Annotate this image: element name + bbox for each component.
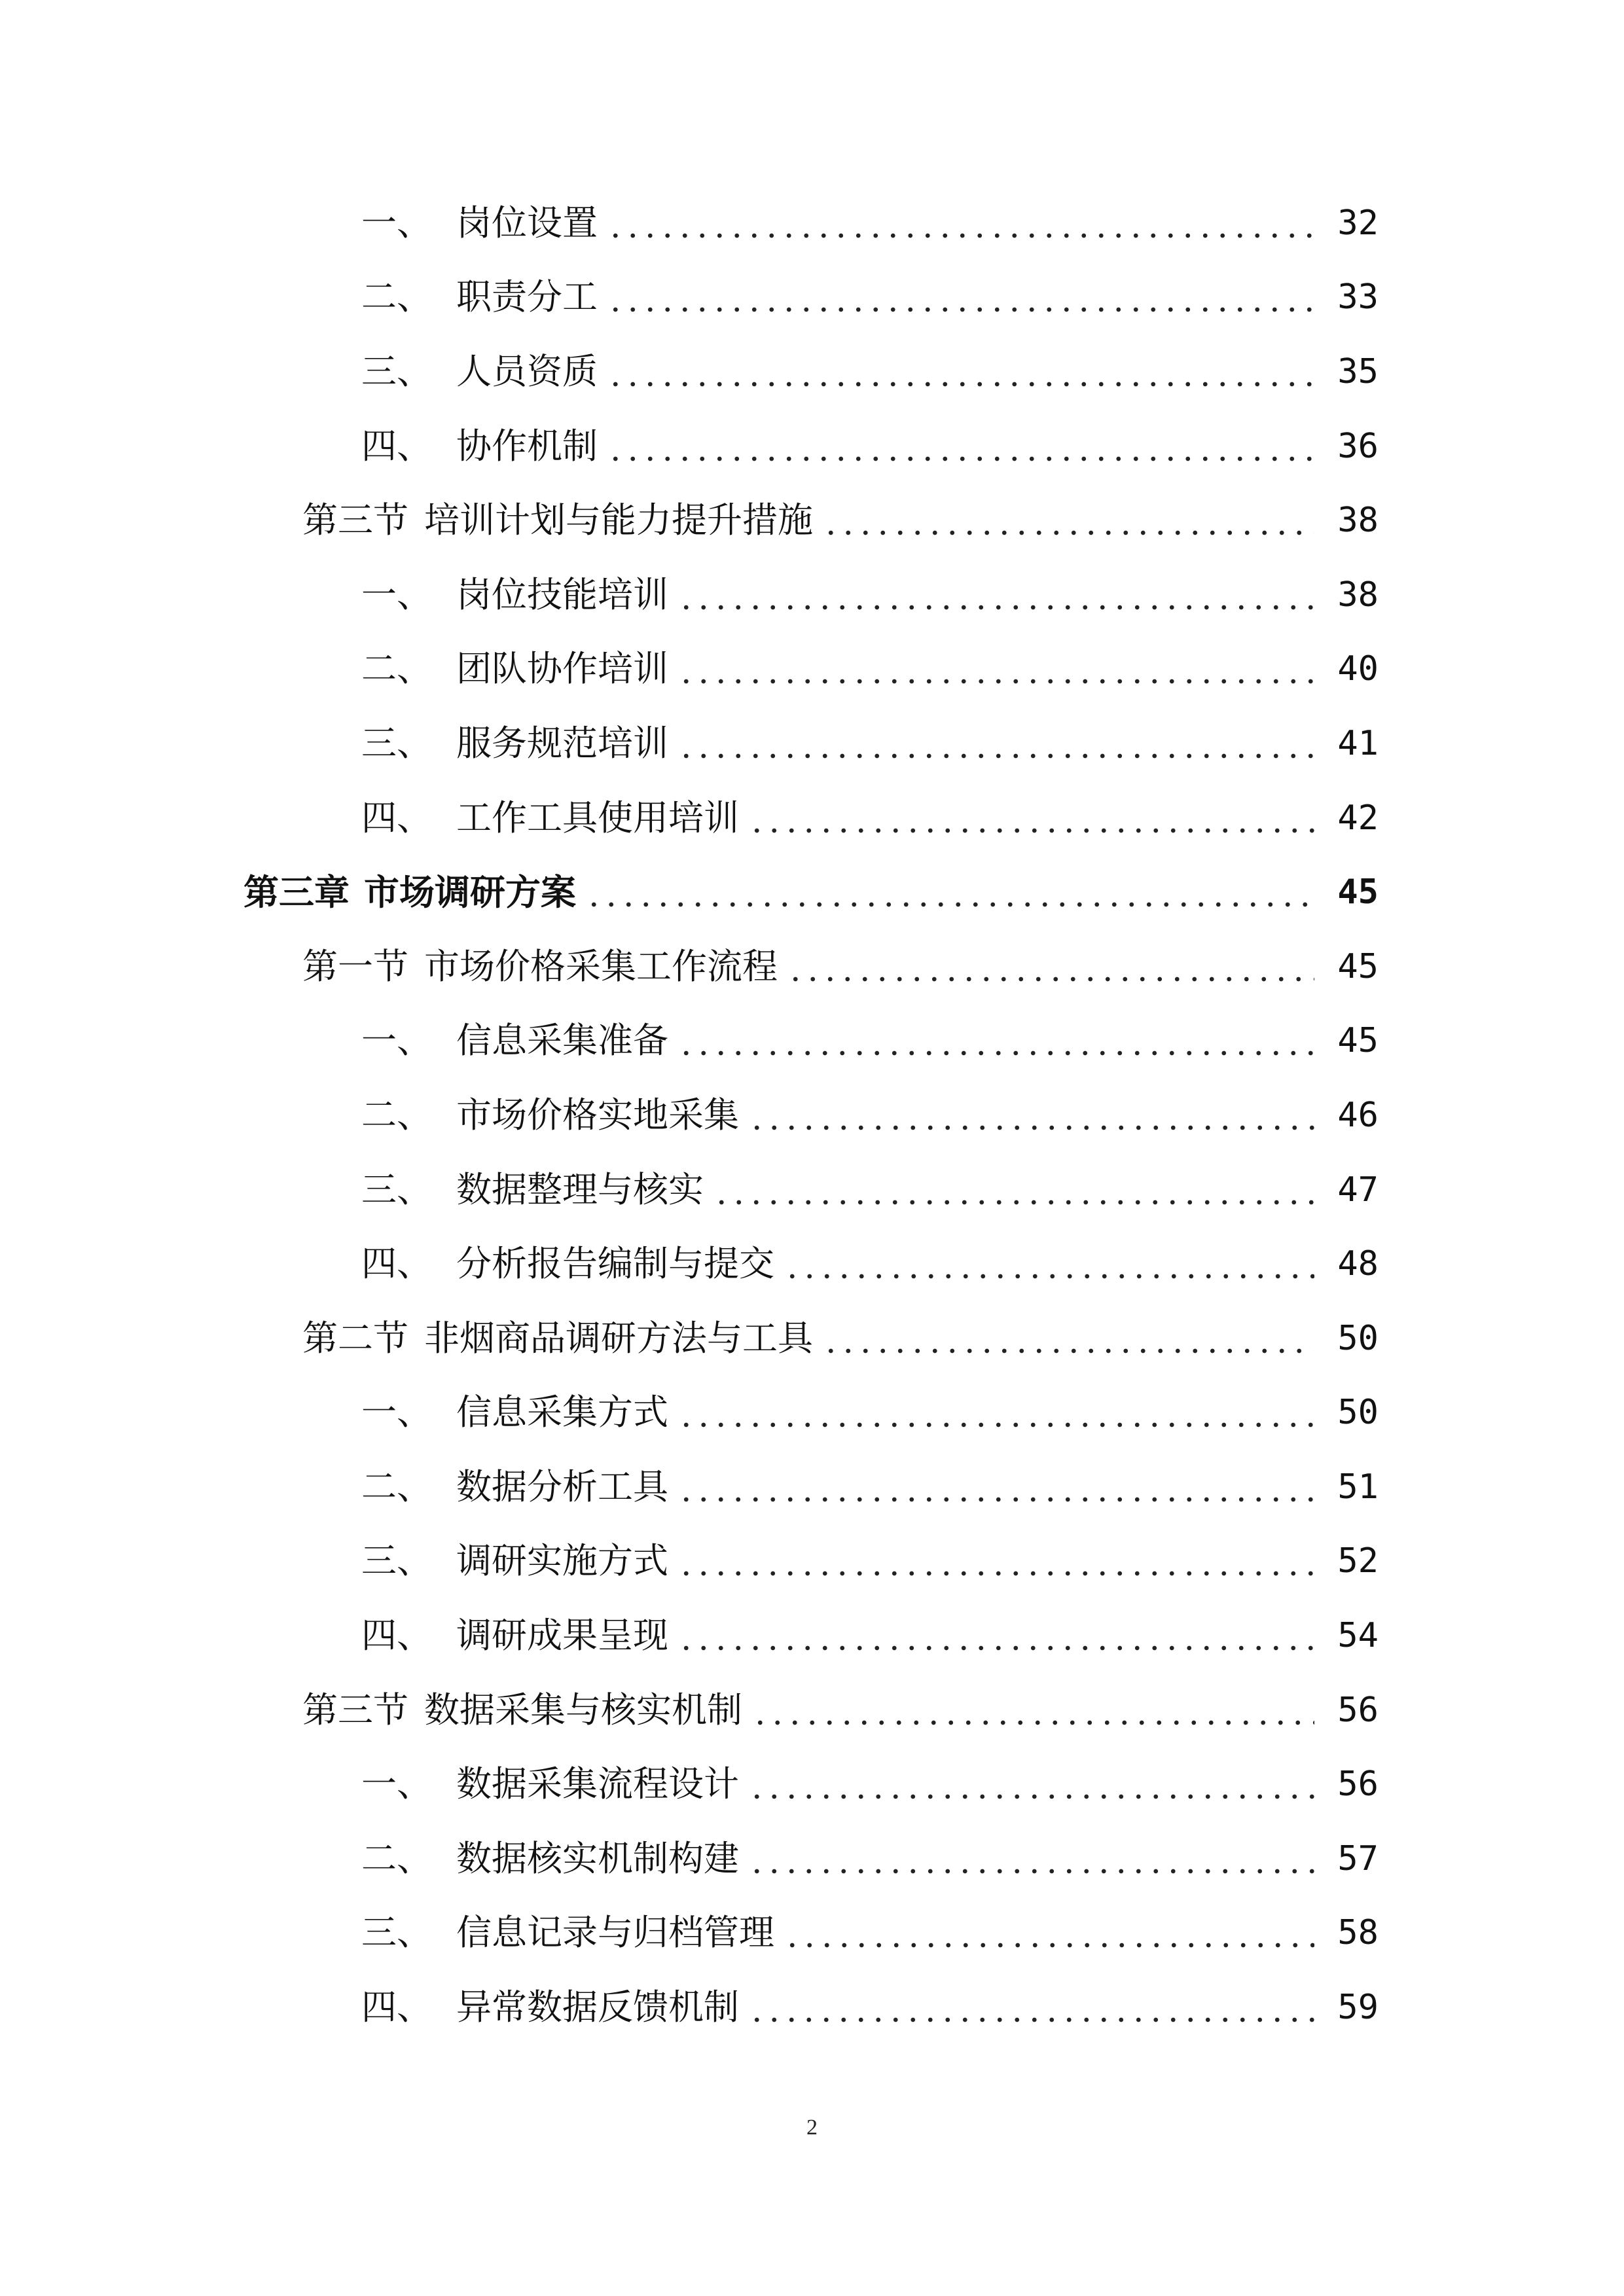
toc-entry-number: 四、: [361, 1986, 432, 2028]
toc-dot-leader: [748, 800, 1314, 836]
toc-entry-number: 第三章: [244, 871, 350, 914]
toc-entry-page: 52: [1337, 1541, 1379, 1581]
toc-entry-number: 四、: [361, 425, 432, 467]
toc-entry[interactable]: [0, 1301, 1624, 1376]
toc-entry-number: 一、: [361, 1020, 432, 1062]
toc-entry[interactable]: [0, 781, 1624, 855]
toc-entry-number: 三、: [361, 350, 432, 392]
toc-entry-number: 二、: [361, 1094, 432, 1136]
toc-entry-number: 三、: [361, 1912, 432, 1954]
toc-entry-title: 职责分工: [456, 276, 598, 318]
toc-entry-title: 市场价格实地采集: [456, 1094, 739, 1136]
toc-entry[interactable]: [0, 1821, 1624, 1896]
toc-entry-page: 56: [1337, 1690, 1379, 1730]
toc-entry[interactable]: [0, 1896, 1624, 1971]
toc-entry-page: 58: [1337, 1913, 1379, 1953]
toc-entry-title: 信息记录与归档管理: [456, 1912, 774, 1954]
toc-entry-title: 调研实施方式: [456, 1540, 668, 1582]
toc-entry-title: 数据采集与核实机制: [424, 1689, 742, 1731]
toc-entry-title: 非烟商品调研方法与工具: [424, 1317, 813, 1359]
toc-entry[interactable]: [0, 1524, 1624, 1599]
toc-entry-number: 四、: [361, 1615, 432, 1657]
toc-entry-page: 51: [1337, 1467, 1379, 1507]
toc-dot-leader: [822, 503, 1314, 538]
toc-entry-title: 市场价格采集工作流程: [424, 945, 778, 987]
toc-entry-number: 一、: [361, 1391, 432, 1433]
toc-entry-page: 46: [1337, 1095, 1379, 1135]
toc-entry-page: 32: [1337, 203, 1379, 243]
toc-dot-leader: [607, 354, 1314, 389]
toc-dot-leader: [748, 1841, 1314, 1876]
toc-entry-number: 四、: [361, 1243, 432, 1285]
toc-entry-number: 四、: [361, 797, 432, 838]
toc-entry-title: 数据核实机制构建: [456, 1837, 739, 1879]
toc-entry-page: 35: [1337, 351, 1379, 391]
toc-entry-title: 岗位技能培训: [456, 573, 668, 615]
toc-entry-page: 59: [1337, 1988, 1379, 2028]
toc-entry-number: 三、: [361, 1168, 432, 1210]
toc-entry[interactable]: [0, 1227, 1624, 1301]
toc-entry-page: 57: [1337, 1839, 1379, 1878]
toc-entry-title: 培训计划与能力提升措施: [424, 499, 813, 541]
toc-entry[interactable]: [0, 186, 1624, 260]
toc-entry-number: 二、: [361, 276, 432, 318]
toc-entry-number: 第二节: [302, 1317, 408, 1359]
toc-entry-page: 42: [1337, 798, 1379, 838]
toc-entry-page: 45: [1337, 1021, 1379, 1061]
toc-dot-leader: [713, 1172, 1314, 1208]
toc-entry[interactable]: [0, 260, 1624, 335]
toc-entry-title: 工作工具使用培训: [456, 797, 739, 838]
page-number: 2: [806, 2115, 818, 2140]
toc-entry-number: 二、: [361, 648, 432, 690]
toc-entry-page: 38: [1337, 575, 1379, 615]
toc-dot-leader: [607, 429, 1314, 464]
toc-dot-leader: [748, 1098, 1314, 1133]
toc-entry-title: 数据采集流程设计: [456, 1763, 739, 1805]
table-of-contents: [0, 186, 1624, 2045]
toc-entry-number: 一、: [361, 202, 432, 243]
toc-entry[interactable]: [0, 1078, 1624, 1153]
toc-entry[interactable]: [0, 706, 1624, 781]
toc-entry[interactable]: [0, 632, 1624, 707]
toc-dot-leader: [748, 1990, 1314, 2025]
toc-entry-page: 45: [1337, 872, 1379, 912]
toc-dot-leader: [677, 577, 1314, 613]
toc-entry-title: 异常数据反馈机制: [456, 1986, 739, 2028]
toc-entry-page: 36: [1337, 426, 1379, 466]
toc-dot-leader: [677, 1618, 1314, 1653]
toc-entry-number: 一、: [361, 1763, 432, 1805]
toc-entry-number: 三、: [361, 1540, 432, 1582]
toc-dot-leader: [585, 874, 1314, 910]
toc-entry[interactable]: [0, 1970, 1624, 2045]
toc-entry-page: 50: [1337, 1393, 1379, 1433]
toc-entry-title: 岗位设置: [456, 202, 598, 243]
toc-dot-leader: [677, 726, 1314, 761]
toc-entry-title: 分析报告编制与提交: [456, 1243, 774, 1285]
toc-entry-page: 47: [1337, 1170, 1379, 1210]
toc-entry-number: 第三节: [302, 499, 408, 541]
toc-dot-leader: [784, 1915, 1314, 1950]
toc-entry-title: 调研成果呈现: [456, 1615, 668, 1657]
toc-entry-title: 协作机制: [456, 425, 598, 467]
toc-entry-page: 40: [1337, 649, 1379, 689]
toc-entry-number: 二、: [361, 1837, 432, 1879]
toc-entry[interactable]: [0, 1598, 1624, 1673]
toc-dot-leader: [822, 1321, 1314, 1356]
toc-entry-number: 一、: [361, 573, 432, 615]
toc-entry[interactable]: [0, 929, 1624, 1004]
toc-entry[interactable]: [0, 558, 1624, 632]
toc-entry-page: 45: [1337, 946, 1379, 986]
toc-entry-number: 第三节: [302, 1689, 408, 1731]
toc-entry-page: 41: [1337, 723, 1379, 763]
toc-dot-leader: [784, 1246, 1314, 1282]
toc-dot-leader: [677, 1543, 1314, 1579]
toc-entry[interactable]: [0, 334, 1624, 409]
toc-entry-number: 第一节: [302, 945, 408, 987]
toc-entry-page: 33: [1337, 278, 1379, 317]
toc-entry-title: 市场调研方案: [364, 871, 576, 914]
toc-entry[interactable]: [0, 1004, 1624, 1079]
toc-entry-title: 团队协作培训: [456, 648, 668, 690]
toc-dot-leader: [677, 651, 1314, 687]
toc-dot-leader: [787, 949, 1314, 984]
toc-entry-title: 人员资质: [456, 350, 598, 392]
toc-entry-title: 服务规范培训: [456, 722, 668, 764]
toc-entry[interactable]: [0, 1673, 1624, 1748]
toc-dot-leader: [677, 1023, 1314, 1058]
toc-dot-leader: [748, 1767, 1314, 1802]
toc-entry[interactable]: [0, 1747, 1624, 1821]
toc-entry[interactable]: [0, 409, 1624, 484]
toc-dot-leader: [677, 1395, 1314, 1430]
toc-dot-leader: [607, 279, 1314, 315]
toc-entry[interactable]: [0, 855, 1624, 929]
toc-entry[interactable]: [0, 483, 1624, 558]
toc-entry[interactable]: [0, 1376, 1624, 1450]
toc-entry-title: 数据分析工具: [456, 1465, 668, 1507]
toc-entry-page: 48: [1337, 1244, 1379, 1284]
toc-entry-page: 50: [1337, 1318, 1379, 1358]
toc-dot-leader: [677, 1469, 1314, 1505]
toc-entry-number: 二、: [361, 1465, 432, 1507]
toc-entry-page: 38: [1337, 501, 1379, 541]
toc-entry-page: 56: [1337, 1765, 1379, 1804]
toc-entry[interactable]: [0, 1450, 1624, 1524]
toc-entry-title: 信息采集方式: [456, 1391, 668, 1433]
toc-entry-title: 信息采集准备: [456, 1020, 668, 1062]
toc-entry[interactable]: [0, 1153, 1624, 1227]
toc-dot-leader: [751, 1693, 1314, 1728]
toc-dot-leader: [607, 206, 1314, 241]
toc-entry-page: 54: [1337, 1616, 1379, 1656]
toc-entry-number: 三、: [361, 722, 432, 764]
toc-entry-title: 数据整理与核实: [456, 1168, 704, 1210]
